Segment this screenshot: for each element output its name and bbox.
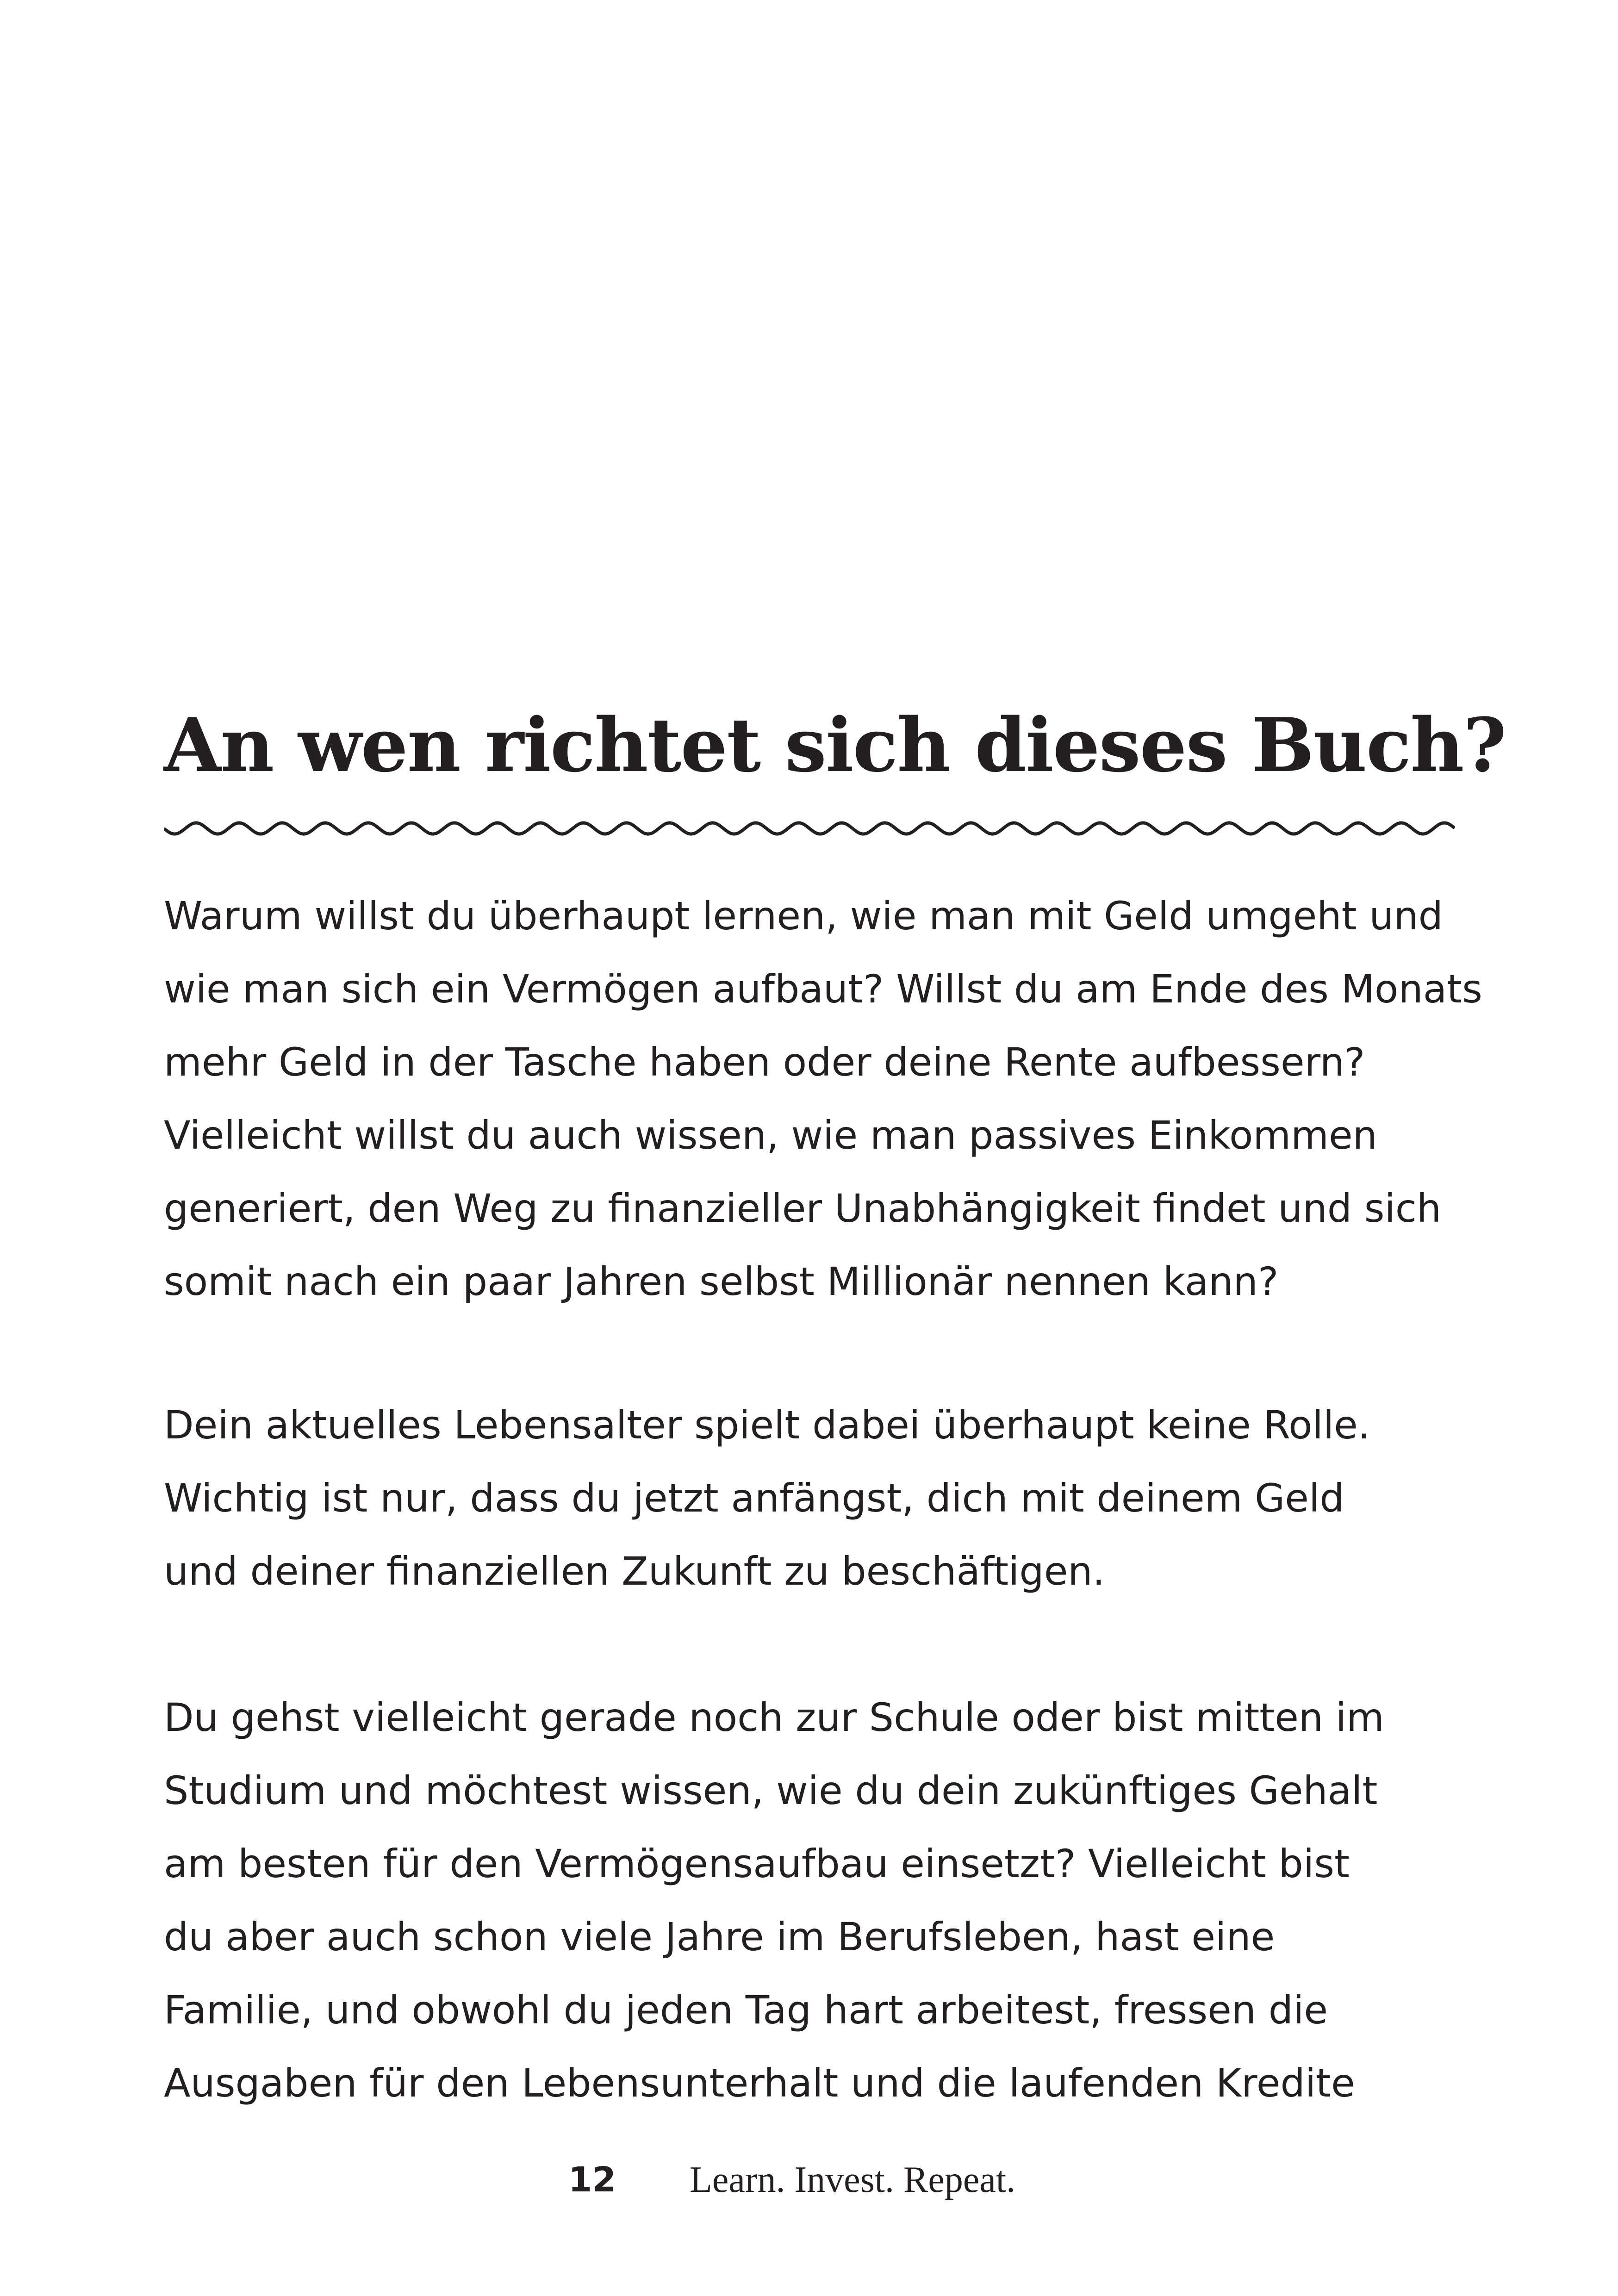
- paragraph-line: Vielleicht willst du auch wissen, wie man passives Einkommen: [164, 1113, 1377, 1158]
- paragraph-line: Du gehst vielleicht gerade noch zur Schule oder bist mitten im: [164, 1695, 1384, 1740]
- paragraph-line: generiert, den Weg zu finanzieller Unabhängigkeit findet und sich: [164, 1186, 1442, 1231]
- page-number: 12: [568, 2160, 616, 2200]
- running-title: Learn. Invest. Repeat.: [690, 2159, 1016, 2200]
- paragraph-1: [164, 879, 1482, 1318]
- chapter-heading: An wen richtet sich dieses Buch?: [164, 702, 1506, 789]
- paragraph-line: Wichtig ist nur, dass du jetzt anfängst, dich mit deinem Geld: [164, 1475, 1344, 1521]
- paragraph-line: Dein aktuelles Lebensalter spielt dabei überhaupt keine Rolle.: [164, 1402, 1370, 1448]
- paragraph-2: [164, 1388, 1460, 1608]
- paragraph-line: Familie, und obwohl du jeden Tag hart arbeitest, fressen die: [164, 1987, 1328, 2033]
- wavy-divider: [164, 815, 1455, 842]
- paragraph-line: und deiner finanziellen Zukunft zu beschäftigen.: [164, 1549, 1105, 1594]
- paragraph-line: du aber auch schon viele Jahre im Berufsleben, hast eine: [164, 1914, 1275, 1960]
- paragraph-3: [164, 1681, 1460, 2120]
- page-footer: [0, 2152, 1618, 2208]
- paragraph-line: mehr Geld in der Tasche haben oder deine Rente aufbessern?: [164, 1039, 1365, 1085]
- paragraph-line: Studium und möchtest wissen, wie du dein zukünftiges Gehalt: [164, 1768, 1378, 1813]
- paragraph-line: Ausgaben für den Lebensunterhalt und die laufenden Kredite: [164, 2060, 1355, 2106]
- paragraph-line: Warum willst du überhaupt lernen, wie man mit Geld umgeht und: [164, 893, 1444, 939]
- paragraph-line: somit nach ein paar Jahren selbst Millionär nennen kann?: [164, 1259, 1279, 1304]
- paragraph-line: wie man sich ein Vermögen aufbaut? Willst du am Ende des Monats: [164, 966, 1482, 1012]
- paragraph-line: am besten für den Vermögensaufbau einsetzt? Vielleicht bist: [164, 1841, 1350, 1886]
